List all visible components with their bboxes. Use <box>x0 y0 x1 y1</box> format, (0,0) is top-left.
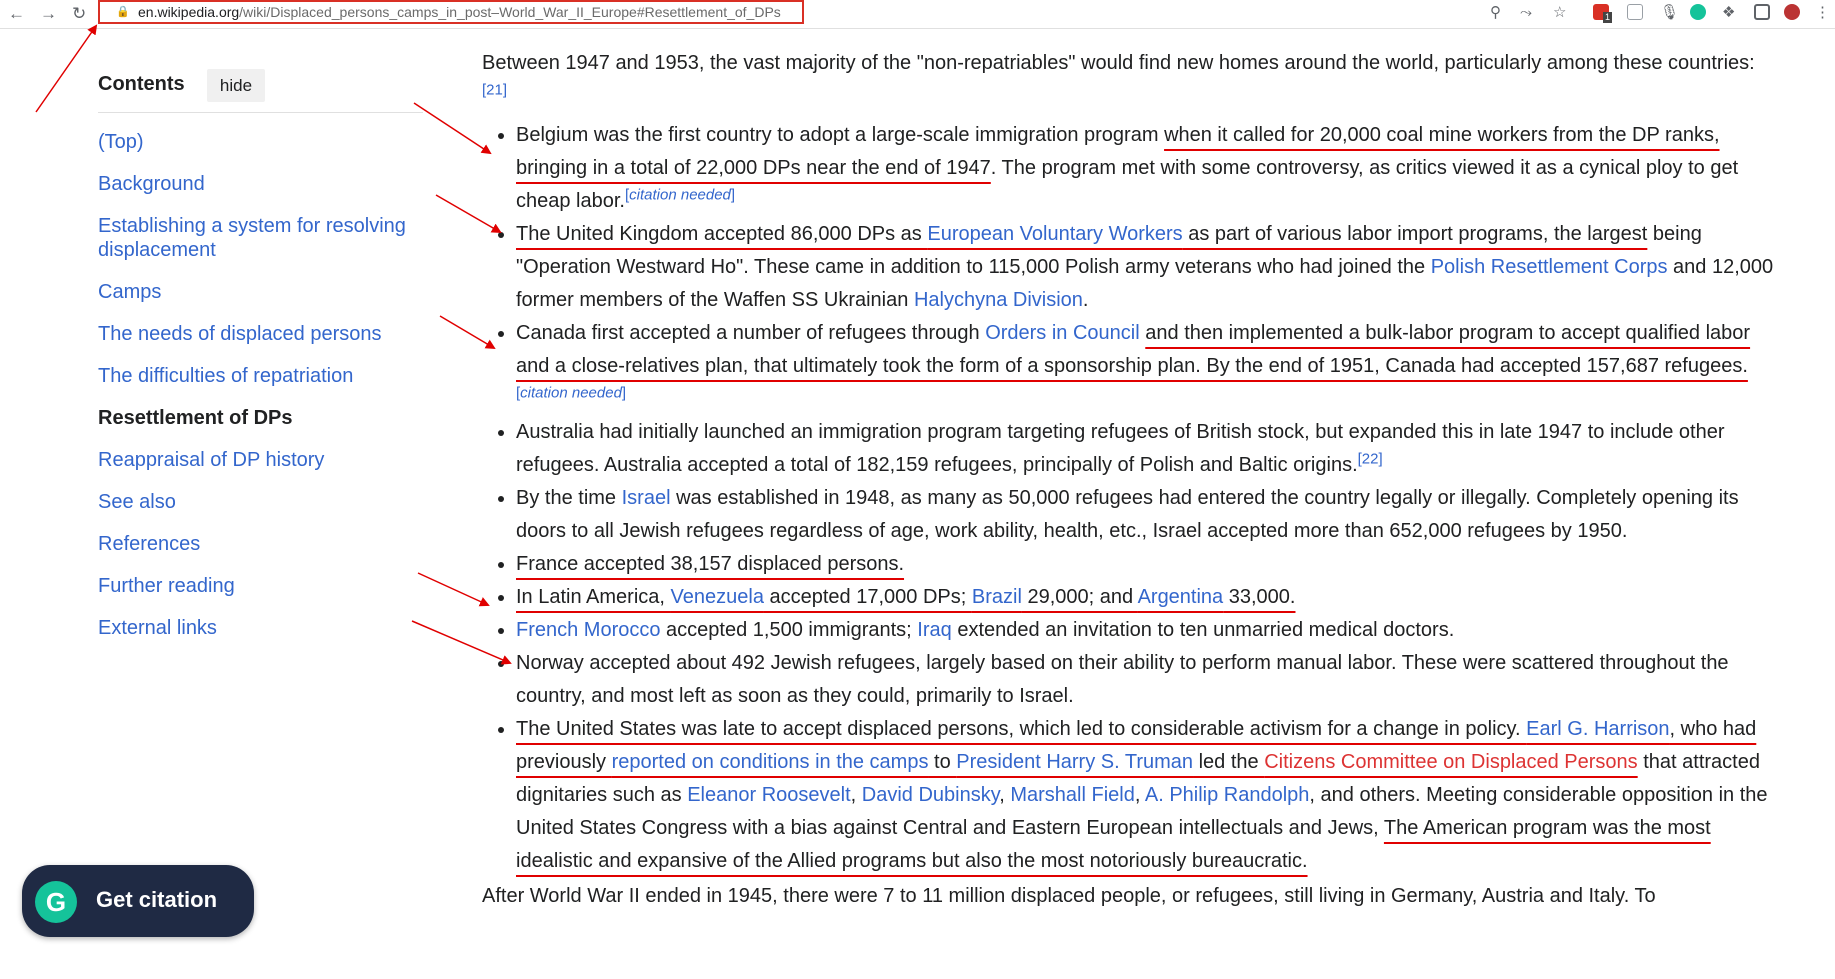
get-citation-label: Get citation <box>96 887 218 912</box>
link-eleanor-roosevelt[interactable]: Eleanor Roosevelt <box>687 784 851 806</box>
text: 33,000. <box>1223 586 1296 608</box>
text: was established in 1948, as many as 50,000 refugees had entered the country legally or illegally. Completely opening its doors to all Jewish refugees regardless of age, work ability, health, etc., Israel accepted more than 652,000 refugees by 1950. <box>516 487 1739 542</box>
text: Belgium was the first country to adopt a large-scale immigration program <box>516 124 1165 146</box>
url-domain: en.wikipedia.org <box>138 4 240 20</box>
toc-item-background[interactable]: Background <box>98 173 205 195</box>
url-text <box>138 2 781 22</box>
text: By the time <box>516 487 622 509</box>
link-earl-harrison[interactable]: Earl G. Harrison <box>1526 718 1670 740</box>
side-panel-icon[interactable] <box>1754 4 1770 20</box>
toc-item-see-also[interactable]: See also <box>98 491 176 513</box>
url-path: /wiki/Displaced_persons_camps_in_post–World_War_II_Europe#Resettlement_of_DPs <box>239 4 781 20</box>
list-item-norway <box>516 647 1777 713</box>
article-content <box>482 47 1777 913</box>
text: 29,000; and <box>1021 586 1138 608</box>
puzzle-extensions-icon[interactable]: ❖ <box>1722 4 1736 21</box>
toc-item-reappraisal[interactable]: Reappraisal of DP history <box>98 449 325 471</box>
get-citation-button[interactable] <box>22 865 254 937</box>
toc-item-establishing-system[interactable]: Establishing a system for resolving displacement <box>98 215 406 261</box>
citation-needed-link[interactable]: citation needed <box>629 186 731 204</box>
lock-icon: 🔒 <box>116 6 130 18</box>
toc-divider <box>98 112 423 113</box>
browser-toolbar <box>0 0 1835 29</box>
text: . <box>1082 289 1089 311</box>
toc-item-camps[interactable]: Camps <box>98 281 162 303</box>
link-european-voluntary-workers[interactable]: European Voluntary Workers <box>927 223 1183 245</box>
zoom-icon[interactable]: ⚲ <box>1490 4 1501 21</box>
underlined-text: France accepted 38,157 displaced persons. <box>516 553 905 575</box>
link-halychyna-division[interactable]: Halychyna Division <box>913 289 1083 311</box>
list-item-canada: • Canada first accepted a number of refugees through Orders in Council and then implemented a bulk-labor program to accept qualified labor and a close-relatives plan, that ultimately took the form of a sponsorship plan. By the end of 1951, Canada had accepted 157,687 refugees.[citation needed] <box>516 317 1777 416</box>
text: being "Operation Westward Ho". These came in addition to 115,000 Polish army veterans who had joined the <box>516 223 1702 278</box>
text: led the <box>1193 751 1265 773</box>
grammarly-logo-icon: G <box>35 881 77 923</box>
toc-item-needs[interactable]: The needs of displaced persons <box>98 323 382 345</box>
menu-dots-icon[interactable]: ⋮ <box>1815 4 1830 21</box>
text: , <box>850 784 862 806</box>
text: accepted 17,000 DPs; <box>763 586 972 608</box>
outro-paragraph: After World War II ended in 1945, there were 7 to 11 million displaced people, or refugees, still living in Germany, Austria and Italy. To <box>482 885 1656 907</box>
toc-item-difficulties[interactable]: The difficulties of repatriation <box>98 365 354 387</box>
list-item-uk <box>516 218 1777 317</box>
underlined-text: The American program was the most idealistic and expansive of the Allied programs but also the most notoriously bureaucratic. <box>516 817 1711 872</box>
ref-22[interactable]: [22] <box>1357 450 1383 468</box>
text: Australia had initially launched an immigration program targeting refugees of British stock, but expanded this in late 1947 to include other refugees. Australia accepted a total of 182,159 refugees, principally of Polish and Baltic origins. <box>516 421 1725 476</box>
toc-title: Contents <box>98 73 185 95</box>
intro-paragraph <box>482 47 1777 113</box>
toc-item-top[interactable]: (Top) <box>98 131 144 153</box>
text: The United Kingdom accepted 86,000 DPs as <box>516 223 928 245</box>
list-item-france <box>516 548 1777 581</box>
text: as part of various labor import programs, the largest <box>1182 223 1648 245</box>
text: In Latin America, <box>516 586 671 608</box>
underlined-text: when it called for 20,000 coal mine workers from the DP ranks, bringing in a total of 22,000 DPs near the end of 1947 <box>516 124 1720 179</box>
list-item-latin-america <box>516 581 1777 614</box>
toc-item-references[interactable]: References <box>98 533 201 555</box>
share-icon[interactable]: ⤳ <box>1520 4 1533 21</box>
toc-item-further-reading[interactable]: Further reading <box>98 575 235 597</box>
link-brazil[interactable]: Brazil <box>971 586 1022 608</box>
text: . The program met with some controversy, as critics viewed it as a cynical ploy to get cheap labor. <box>516 157 1739 212</box>
link-venezuela[interactable]: Venezuela <box>670 586 764 608</box>
text: extended an invitation to ten unmarried medical doctors. <box>951 619 1455 641</box>
toc-hide-button[interactable]: hide <box>207 69 265 102</box>
list-item-united-states <box>516 713 1777 878</box>
reload-icon[interactable]: ↻ <box>72 4 87 23</box>
grammarly-icon[interactable] <box>1690 4 1706 20</box>
address-bar[interactable] <box>98 0 804 24</box>
text: that attracted dignitaries such as <box>516 751 1760 806</box>
link-iraq[interactable]: Iraq <box>917 619 952 641</box>
text: Norway accepted about 492 Jewish refugees, largely based on their ability to perform manual labor. These were scattered throughout the country, and most left as soon as they could, primarily to Israel. <box>516 652 1729 707</box>
link-french-morocco[interactable]: French Morocco <box>516 619 661 641</box>
profile-avatar[interactable] <box>1784 4 1800 20</box>
bookmark-star-icon[interactable]: ☆ <box>1553 4 1567 21</box>
back-arrow-icon[interactable]: ← <box>8 4 25 23</box>
text: , <box>1134 784 1145 806</box>
link-polish-resettlement-corps[interactable]: Polish Resettlement Corps <box>1430 256 1668 278</box>
arrow-to-france <box>418 573 488 605</box>
arrow-to-address-bar <box>36 26 96 112</box>
text: , and others. Meeting considerable opposition in the United States Congress with a bias against Central and Eastern European intellectuals and Jews, <box>516 784 1768 839</box>
extension-badge: 1 <box>1605 12 1611 22</box>
forward-arrow-icon[interactable]: → <box>40 4 57 23</box>
text: and 12,000 former members of the Waffen SS Ukrainian <box>516 256 1774 311</box>
list-item-belgium: • Belgium was the first country to adopt a large-scale immigration program when it called for 20,000 coal mine workers from the DP ranks, bringing in a total of 22,000 DPs near the end of 1947. The program met with some controversy, as critics viewed it as a cynical ploy to get cheap labor.[citation needed] <box>516 119 1777 218</box>
ref-21[interactable]: [21] <box>482 81 508 99</box>
toc-item-resettlement[interactable]: Resettlement of DPs <box>98 407 293 429</box>
country-list <box>482 119 1777 878</box>
list-item-morocco-iraq <box>516 614 1777 647</box>
link-orders-in-council[interactable]: Orders in Council <box>985 322 1140 344</box>
text: , <box>999 784 1011 806</box>
intro-text: Between 1947 and 1953, the vast majority of the "non-repatriables" would find new homes around the world, particularly among these countries: <box>482 52 1755 74</box>
reader-icon[interactable] <box>1627 4 1643 20</box>
toc-list <box>98 130 428 658</box>
list-item-israel <box>516 482 1777 548</box>
link-david-dubinsky[interactable]: David Dubinsky <box>861 784 1000 806</box>
link-marshall-field[interactable]: Marshall Field <box>1010 784 1135 806</box>
text: Canada first accepted a number of refugees through <box>516 322 986 344</box>
link-reported-conditions[interactable]: reported on conditions in the camps <box>611 751 929 773</box>
toc-item-external-links[interactable]: External links <box>98 617 217 639</box>
link-philip-randolph[interactable]: A. Philip Randolph <box>1144 784 1310 806</box>
link-israel[interactable]: Israel <box>621 487 671 509</box>
text: accepted 1,500 immigrants; <box>660 619 918 641</box>
mic-icon[interactable]: 🎙 <box>1660 4 1680 21</box>
text: The United States was late to accept displaced persons, which led to considerable activism for a change in policy. <box>516 718 1527 740</box>
text: to <box>928 751 957 773</box>
underlined-text: and then implemented a bulk-labor program to accept qualified labor and a close-relatives plan, that ultimately took the form of a sponsorship plan. By the end of 1951, Canada had accepted 157,687 refugees. <box>516 322 1751 377</box>
citation-needed-link[interactable]: citation needed <box>520 384 622 402</box>
text: , who had previously <box>516 718 1757 773</box>
list-item-australia <box>516 416 1777 482</box>
link-citizens-committee[interactable]: Citizens Committee on Displaced Persons <box>1264 751 1638 773</box>
link-president-truman[interactable]: President Harry S. Truman <box>956 751 1194 773</box>
link-argentina[interactable]: Argentina <box>1137 586 1224 608</box>
